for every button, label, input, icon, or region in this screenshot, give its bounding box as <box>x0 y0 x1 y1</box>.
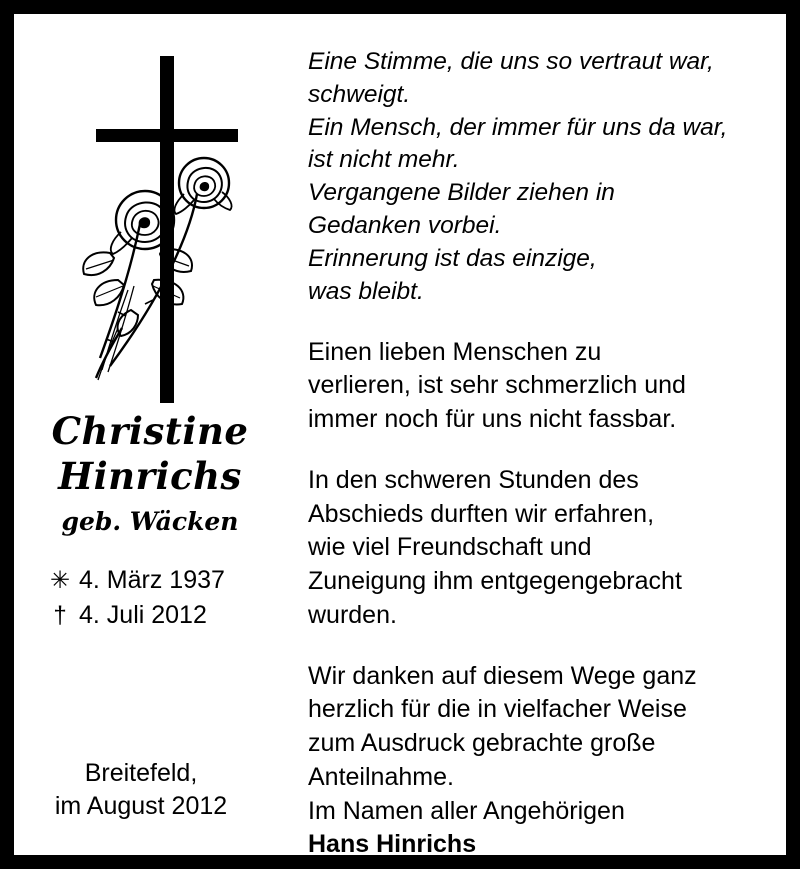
poem-line: Ein Mensch, der immer für uns da war, <box>308 113 728 141</box>
notice-inner <box>14 14 786 859</box>
paragraph-line: Wir danken auf diesem Wege ganz <box>308 661 697 690</box>
birth-date-row <box>50 563 286 599</box>
death-date-row <box>50 598 286 634</box>
poem-line: schweigt. <box>308 80 411 108</box>
place-date: im August 2012 <box>54 791 228 820</box>
cross-symbol-icon: † <box>53 602 67 630</box>
poem-line: was bleibt. <box>308 277 424 305</box>
place-city: Breitefeld, <box>84 758 198 787</box>
paragraph-line: wurden. <box>308 600 397 629</box>
paragraph-thanks <box>308 660 780 795</box>
life-dates <box>14 563 286 634</box>
cross-with-roses-icon <box>14 28 286 403</box>
closing-signer: Hans Hinrichs <box>308 830 477 859</box>
poem-line: Erinnerung ist das einzige, <box>308 244 597 272</box>
right-column <box>286 14 786 859</box>
paragraph-line: zum Ausdruck gebrachte große <box>308 729 656 758</box>
poem-line: Vergangene Bilder ziehen in <box>308 179 615 207</box>
paragraph-loss <box>308 336 780 437</box>
place-and-date-block <box>14 757 286 824</box>
death-date: 4. Juli 2012 <box>79 601 207 630</box>
paragraph-line: Einen lieben Menschen zu <box>308 337 602 366</box>
closing-on-behalf: Im Namen aller Angehörigen <box>308 796 625 825</box>
paragraph-line: Anteilnahme. <box>308 762 454 791</box>
paragraph-line: Zuneigung ihm entgegengebracht <box>308 567 682 596</box>
paragraph-line: herzlich für die in vielfacher Weise <box>308 695 687 724</box>
poem-line: Gedanken vorbei. <box>308 212 502 240</box>
poem-line: ist nicht mehr. <box>308 146 460 174</box>
deceased-maiden-name: geb. Wäcken <box>61 507 239 537</box>
poem <box>308 46 780 309</box>
paragraph-line: wie viel Freundschaft und <box>308 533 592 562</box>
paragraph-line: In den schweren Stunden des <box>308 465 639 494</box>
paragraph-line: verlieren, ist sehr schmerzlich und <box>308 371 686 400</box>
paragraph-gratitude-experience <box>308 464 780 633</box>
paragraph-line: Abschieds durften wir erfahren, <box>308 499 655 528</box>
closing-block <box>308 795 780 863</box>
birth-date: 4. März 1937 <box>79 565 225 594</box>
paragraph-line: immer noch für uns nicht fassbar. <box>308 405 677 434</box>
deceased-name-block <box>14 409 286 541</box>
birth-symbol-icon: ✳ <box>50 566 71 594</box>
deceased-last-name: Hinrichs <box>58 454 242 499</box>
left-column <box>14 14 286 855</box>
poem-line: Eine Stimme, die uns so vertraut war, <box>308 48 714 75</box>
deceased-first-name: Christine <box>51 409 249 453</box>
